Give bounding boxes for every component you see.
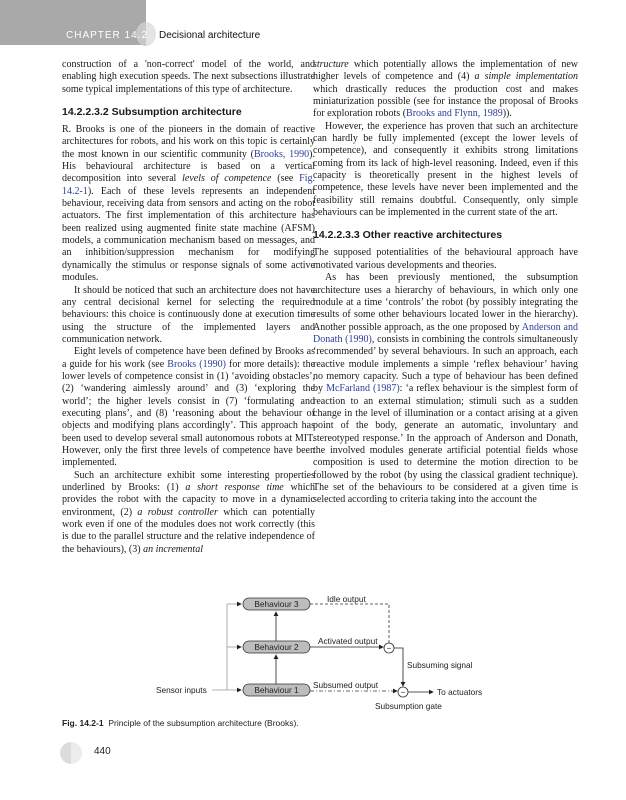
behaviour-3-box	[243, 598, 310, 610]
figure-caption	[62, 718, 299, 728]
subsuming-signal-line	[394, 648, 403, 686]
citation-link[interactable]: Brooks (1990)	[167, 358, 226, 370]
page-number: 440	[94, 746, 111, 757]
text-run: The supposed potentialities of the behavioural approach have motivated various developments and theories.	[313, 247, 578, 271]
running-title: Decisional architecture	[159, 30, 261, 41]
text-run: As has been previously mentioned, the subsumption architecture uses a hierarchy of behaviours, in which only one module at a time ‘controls’ the robot (by possibly integrating the results of some other behaviours located lower in the hierarchy). Another possible approach, as the one proposed by	[313, 272, 578, 333]
text-run: Such an architecture exhibit some interesting properties underlined by Brooks: (1)	[62, 469, 315, 493]
emphasis-text: a short response time	[185, 482, 284, 493]
emphasis-text: a robust controller	[137, 506, 218, 518]
sensor-inputs-label: Sensor inputs	[156, 685, 207, 695]
idle-output-label: Idle output	[327, 594, 366, 604]
subsumption-gate-label: Subsumption gate	[375, 701, 442, 711]
text-run: which provides the robot with the capacity to move in a dynamic environment, (2)	[62, 482, 315, 518]
subsumed-output-label: Subsumed output	[313, 680, 379, 690]
text-run: (see	[271, 173, 300, 185]
behaviour-2-label: Behaviour 2	[254, 642, 299, 652]
citation-link[interactable]: McFarland (1987)	[326, 383, 400, 395]
text-run: Eight levels of competence have been defined by Brooks as a guide for his work (see	[62, 346, 315, 370]
text-run: which potentially allows the implementation of new higher levels of competence and (4)	[313, 59, 578, 83]
subsuming-signal-label: Subsuming signal	[407, 660, 473, 670]
section-heading: 14.2.2.3.2 Subsumption architecture	[62, 106, 242, 119]
emphasis-text: levels of competence	[182, 173, 272, 185]
text-run: It should be noticed that such an architecture does not have any central decisional kernel for selecting the required behaviours: this choice is continuously done at execution time using the structure of the implemented layers and communication network.	[62, 284, 315, 345]
citation-link[interactable]: Anderson and Donath (1990)	[313, 321, 578, 345]
emphasis-text: a simple implementation	[474, 71, 578, 83]
activated-output-label: Activated output	[318, 636, 378, 646]
emphasis-text: structure	[313, 59, 349, 70]
text-run: which drastically reduces the production cost and makes miniaturization possible (see for instance the proposal of Brooks for exploration robots (	[313, 83, 578, 120]
text-run: However, the experience has proven that such an architecture can hardly be fully implemented (except the lower levels of competence), and consequently it exhibits strong limitations coming from its lack of high-level reasoning. Indeed, even if this capacity is theoretically present in the highest levels of competence, these levels have never been implemented and the feasibility still remains doubtful. Consequently, only simple behaviours can be implemented in the current state of the art.	[313, 120, 578, 219]
text-run: construction of a 'non-correct' model of the world, and enabling high execution speeds. The next subsections illustrate some typical implementations of this type of architecture.	[62, 59, 315, 95]
text-run: , consists in combining the controls simultaneously ‘recommended’ by several behaviours. In such an approach, each reactive module implements a simple ‘reflex behaviour’ having no memory capacity. Such a type of behaviour has been defined by	[313, 333, 578, 395]
to-actuators-label: To actuators	[437, 687, 483, 697]
behaviour-2-box	[243, 641, 310, 653]
text-run: : ‘a reflex behaviour is the simplest form of reaction to an external stimulation; stimuli such as a sudden change in the level of illumination or a contact arising at a given point of the body, generate an automatic, involuntary and stereotyped response.’ In the approach of Anderson and Donath, the involved modules generate artificial potential fields whose composition is used to determine the motion direction to be followed by the robot (by using the classical gradient technique). The set of the behaviours to be considered at a given time is selected according to criteria taking into the account the	[313, 383, 578, 506]
text-run: )).	[502, 108, 512, 120]
behaviour-1-box	[243, 684, 310, 696]
page-number-ornament	[60, 742, 82, 764]
section-heading: 14.2.2.3.3 Other reactive architectures	[313, 229, 503, 242]
text-run: ). His behavioural architecture is based on a vertical decomposition into several	[62, 148, 315, 185]
behaviour-1-label: Behaviour 1	[254, 685, 299, 695]
text-run: ). Each of these levels represents an independent behaviour, receiving data from sensors and acting on the robot actuators. The first implementation of this architecture has been realized using augmented finite state machine (AFSM) models, a communication mechanism based on messages, and an inhibition/suppression mechanism for modifying dynamically the stimulus or response signals of some active modules.	[62, 185, 315, 284]
figure-caption-label: Fig. 14.2-1	[62, 718, 104, 728]
text-run: for more details): the lower levels of competence consist in (1) ‘avoiding obstacles’, (2) ‘wandering aimlessly around’ and (3) ‘exploring the world’; the higher levels consist in (7) ‘formulating and executing plans’, and (8) ‘reasoning about the behaviour of objects and modifying plans accordingly’. This approach has been used to develop several small autonomous robots at MIT. However, only the first three levels of competence have been implemented.	[62, 358, 316, 469]
gate-node-symbol: −	[400, 687, 406, 697]
citation-link[interactable]: Brooks and Flynn, 1989	[406, 108, 503, 120]
figure-caption-text: Principle of the subsumption architecture (Brooks).	[108, 718, 299, 728]
emphasis-text: an incremental	[143, 543, 203, 555]
citation-link[interactable]: Fig. 14.2-1	[62, 173, 315, 197]
suppression-node-symbol: −	[386, 643, 392, 653]
chapter-label: CHAPTER 14.2	[66, 30, 149, 41]
citation-link[interactable]: Brooks, 1990	[253, 148, 310, 160]
text-run: R. Brooks is one of the pioneers in the domain of reactive architectures for robots, and his work on this topic is certainly the most known in our scientific community (	[62, 124, 315, 160]
behaviour-3-label: Behaviour 3	[254, 599, 299, 609]
text-run: which can potentially work even if one of the modules does not work correctly (this is due to the parallel structure and the relative independence of the behaviours), (3)	[62, 506, 315, 555]
